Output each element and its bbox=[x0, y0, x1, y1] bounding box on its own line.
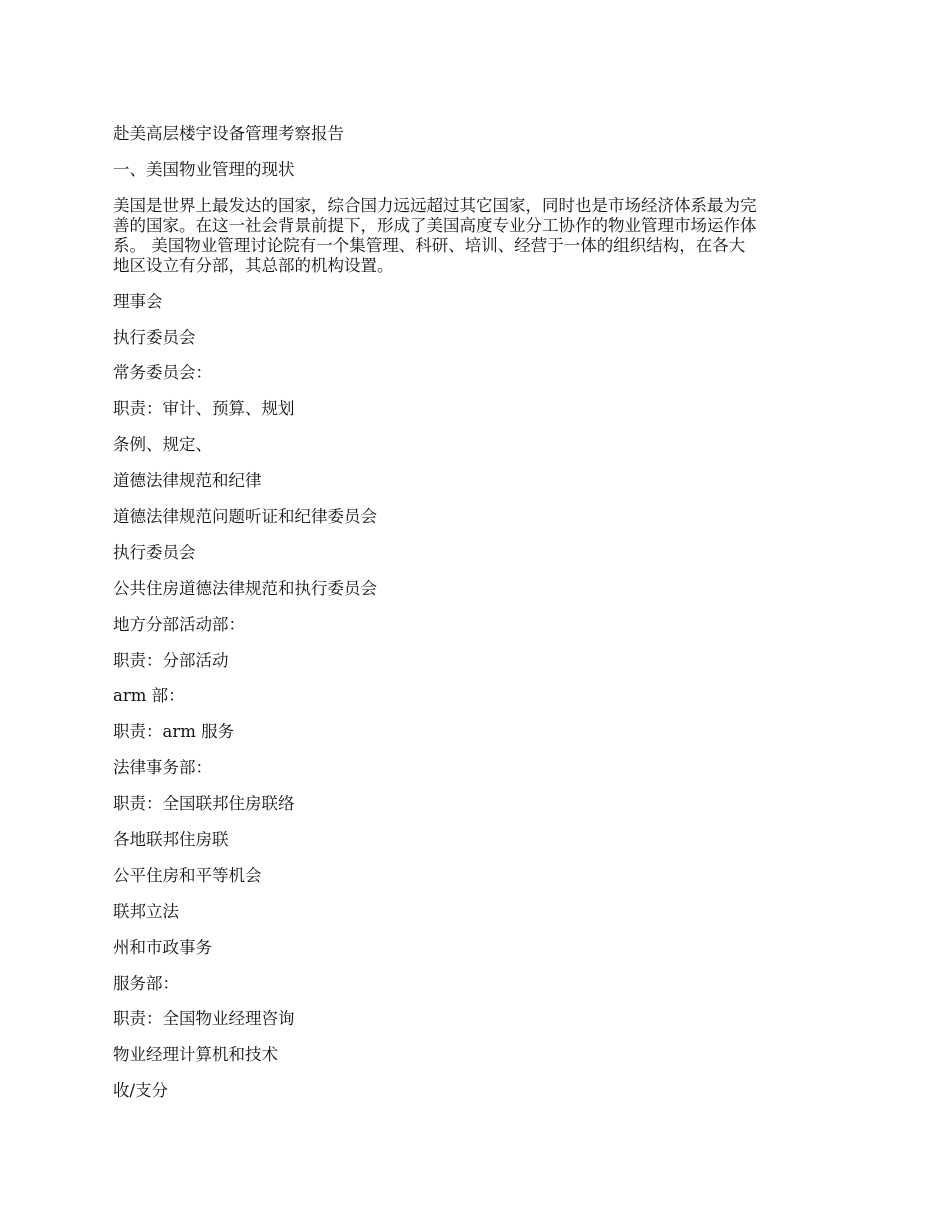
org-line: 理事会 bbox=[113, 291, 163, 311]
org-line: 职责：arm 服务 bbox=[113, 722, 235, 742]
org-line: 法律事务部： bbox=[113, 758, 212, 778]
org-line: 各地联邦住房联 bbox=[113, 830, 229, 850]
paragraph-line: 地区设立有分部，其总部的机构设置。 bbox=[113, 255, 394, 275]
intro-paragraph bbox=[113, 196, 843, 276]
org-line: 职责：全国联邦住房联络 bbox=[113, 794, 295, 814]
org-line: 职责：全国物业经理咨询 bbox=[113, 1009, 295, 1029]
org-line: 州和市政事务 bbox=[113, 937, 212, 957]
paragraph-line: 系。 美国物业管理讨论院有一个集管理、科研、培训、经营于一体的组织结构，在各大 bbox=[113, 235, 746, 255]
org-line: 地方分部活动部： bbox=[113, 614, 245, 634]
org-line: 物业经理计算机和技术 bbox=[113, 1045, 278, 1065]
org-line: 执行委员会 bbox=[113, 542, 196, 562]
org-line: 服务部： bbox=[113, 973, 179, 993]
org-line: 常务委员会： bbox=[113, 363, 212, 383]
org-line: 联邦立法 bbox=[113, 901, 179, 921]
section-heading: 一、美国物业管理的现状 bbox=[113, 159, 295, 179]
org-line: 执行委员会 bbox=[113, 327, 196, 347]
document-page bbox=[113, 124, 843, 1117]
paragraph-line: 美国是世界上最发达的国家，综合国力远远超过其它国家，同时也是市场经济体系最为完 bbox=[113, 195, 757, 215]
org-line: 道德法律规范和纪律 bbox=[113, 471, 262, 491]
paragraph-line: 善的国家。在这一社会背景前提下，形成了美国高度专业分工协作的物业管理市场运作体 bbox=[113, 215, 757, 235]
org-line: 条例、规定、 bbox=[113, 435, 212, 455]
org-line: 道德法律规范问题听证和纪律委员会 bbox=[113, 507, 377, 527]
org-line: 收/支分 bbox=[113, 1081, 169, 1101]
org-line: arm 部： bbox=[113, 686, 185, 706]
org-line: 职责：审计、预算、规划 bbox=[113, 399, 295, 419]
document-title: 赴美高层楼宇设备管理考察报告 bbox=[113, 124, 344, 143]
org-line: 公平住房和平等机会 bbox=[113, 865, 262, 885]
org-line: 职责：分部活动 bbox=[113, 650, 229, 670]
org-line: 公共住房道德法律规范和执行委员会 bbox=[113, 578, 377, 598]
